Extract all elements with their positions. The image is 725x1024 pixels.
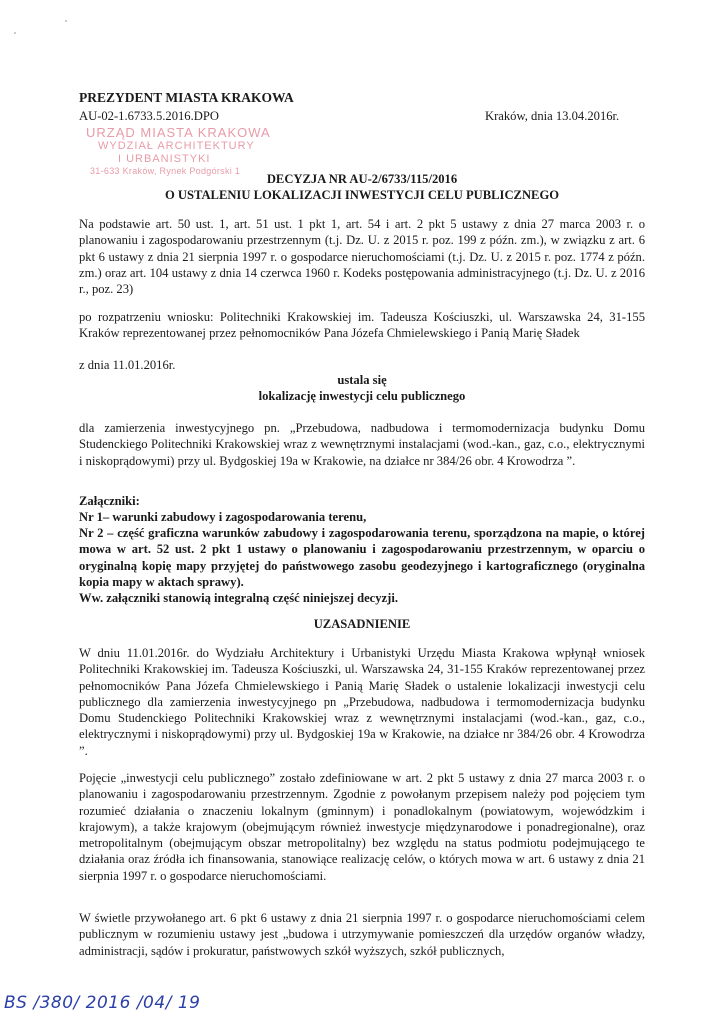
scan-speck bbox=[14, 32, 16, 34]
scan-speck bbox=[65, 20, 67, 22]
attachment-2: Nr 2 – część graficzna warunków zabudowy i zagospodarowania terenu, sporządzona na mapie, o której mowa w art. 52 ust. 2 pkt 1 ustawy o planowaniu i zagospodarowaniu przestrzennym, w oparciu o oryginalną kopię mapy przyjętej do państwowego zasobu geodezyjnego i kartograficznego (oryginalna kopia mapy w aktach sprawy). bbox=[79, 526, 645, 589]
attachments-heading: Załączniki: bbox=[79, 494, 140, 508]
application-date: z dnia 11.01.2016r. bbox=[79, 358, 176, 372]
decision-number: DECYZJA NR AU-2/6733/115/2016 bbox=[266, 172, 458, 186]
issuing-authority: PREZYDENT MIASTA KRAKOWA bbox=[79, 90, 294, 105]
office-stamp-line-2: WYDZIAŁ ARCHITEKTURY bbox=[98, 140, 255, 152]
attachment-1: Nr 1– warunki zabudowy i zagospodarowania terenu, bbox=[79, 510, 367, 524]
application-paragraph: po rozpatrzeniu wniosku: Politechniki Krakowskiej im. Tadeusza Kościuszki, ul. Warszawska 24, 31-155 Kraków reprezentowanej przez pełnomocników Pana Józefa Chmielewskiego i Panią Marię Sładek bbox=[79, 310, 645, 341]
legal-basis-paragraph: Na podstawie art. 50 ust. 1, art. 51 ust. 1 pkt 1, art. 54 i art. 2 pkt 5 ustawy z dnia 27 marca 2003 r. o planowaniu i zagospodarowaniu przestrzennym (t.j. Dz. U. z 2015 r. poz. 199 z późn. zm.), w związku z art. 6 pkt 6 ustawy z dnia 21 sierpnia 1997 r. o gospodarce nieruchomościami (t.j. Dz. U. z 2015 r. poz. 1774 z późn. zm.) oraz art. 104 ustawy z dnia 14 czerwca 1960 r. Kodeks postępowania administracyjnego (t.j. Dz. U. z 2016 r., poz. 23) bbox=[79, 217, 645, 297]
project-description: dla zamierzenia inwestycyjnego pn. „Przebudowa, nadbudowa i termomodernizacja budynku Domu Studenckiego Politechniki Krakowskiej wraz z wewnętrznymi instalacjami (wod.-kan., gaz, c.o., elektrycznymi i niskoprądowymi) przy ul. Bydgoskiej 19a w Krakowie, na działce nr 384/26 obr. 4 Krowodrza ”. bbox=[79, 421, 645, 468]
justification-paragraph-3: W świetle przywołanego art. 6 pkt 6 ustawy z dnia 21 sierpnia 1997 r. o gospodarce nieruchomościami celem publicznym w rozumieniu ustawy jest „budowa i utrzymywanie pomieszczeń dla urzędów organów władzy, administracji, sądów i prokuratur, państwowych szkół wyższych, szkół publicznych, bbox=[79, 911, 645, 958]
office-stamp-line-1: URZĄD MIASTA KRAKOWA bbox=[86, 125, 271, 140]
place-and-date: Kraków, dnia 13.04.2016r. bbox=[485, 109, 620, 123]
handwritten-registry-number: BS /380/ 2016 /04/ 19 bbox=[4, 993, 201, 1013]
justification-paragraph-1: W dniu 11.01.2016r. do Wydziału Architektury i Urbanistyki Urzędu Miasta Krakowa wpłynął wniosek Politechniki Krakowskiej im. Tadeusza Kościuszki, ul. Warszawska 24, 31-155 Kraków reprezentowanej przez pełnomocników Pana Józefa Chmielewskiego i Panią Marię Sładek o ustalenie lokalizacji inwestycji celu publicznego dla zamierzenia inwestycyjnego pn „Przebudowa, nadbudowa i termomodernizacja budynku Domu Studenckiego Politechniki Krakowskiej wraz z wewnętrznymi instalacjami (wod.-kan., gaz, c.o., elektrycznymi i niskoprądowymi) przy ul. Bydgoskiej 19a w Krakowie, na działce nr 384/26 obr. 4 Krowodrza ”. bbox=[79, 646, 645, 758]
office-stamp-line-3: I URBANISTYKI bbox=[118, 153, 211, 165]
office-stamp-line-4: 31-633 Kraków, Rynek Podgórski 1 bbox=[90, 166, 241, 176]
case-reference: AU-02-1.6733.5.2016.DPO bbox=[79, 109, 219, 123]
decision-object: lokalizację inwestycji celu publicznego bbox=[258, 389, 466, 403]
justification-paragraph-2: Pojęcie „inwestycji celu publicznego” zostało zdefiniowane w art. 2 pkt 5 ustawy z dnia 27 marca 2003 r. o planowaniu i zagospodarowaniu przestrzennym. Zgodnie z powołanym przepisem należy pod pojęciem tym rozumieć działania o znaczeniu lokalnym (gminnym) i ponadlokalnym (powiatowym, wojewódzkim i krajowym), a także krajowym (obejmującym również inwestycje międzynarodowe i ponadregionalne), oraz metropolitalnym (obejmującym obszar metropolitalny) bez względu na status podmiotu podejmującego te działania oraz źródła ich finansowania, stanowiące realizację celów, o których mowa w art. 6 ustawy z dnia 21 sierpnia 1997 r. o gospodarce nieruchomościami. bbox=[79, 771, 645, 883]
decision-verb: ustala się bbox=[337, 373, 387, 387]
decision-subject: O USTALENIU LOKALIZACJI INWESTYCJI CELU PUBLICZNEGO bbox=[164, 188, 560, 202]
justification-heading: UZASADNIENIE bbox=[313, 617, 411, 631]
attachments-note: Ww. załączniki stanowią integralną część niniejszej decyzji. bbox=[79, 591, 398, 605]
